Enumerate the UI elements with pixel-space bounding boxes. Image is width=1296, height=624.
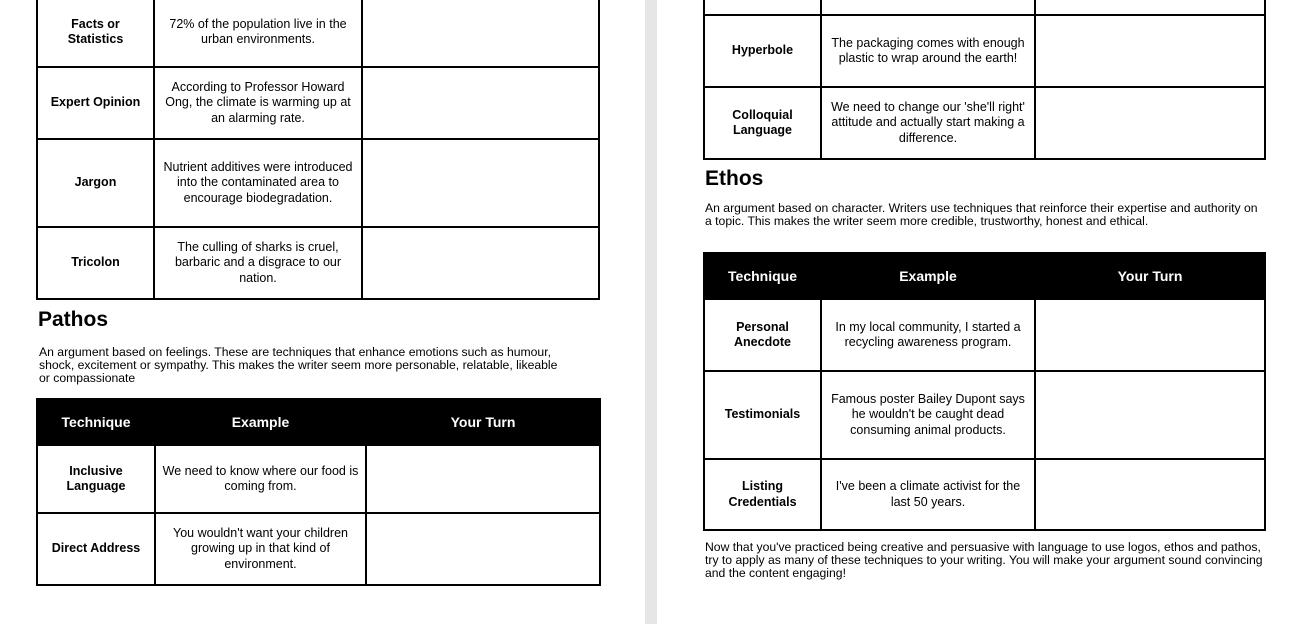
logos-table-continued <box>703 0 1266 160</box>
your-turn-cell[interactable] <box>1035 459 1265 530</box>
example-cell: You wouldn't want your children growing up in that kind of environment. <box>155 513 366 585</box>
column-header-technique: Technique <box>704 253 821 299</box>
worksheet-page-right <box>657 0 1296 624</box>
table-row <box>37 0 599 67</box>
table-row <box>37 445 600 513</box>
example-cell <box>821 0 1035 15</box>
technique-cell: Expert Opinion <box>37 67 154 139</box>
page-gutter <box>645 0 657 624</box>
technique-cell: Personal Anecdote <box>704 299 821 371</box>
technique-cell: Listing Credentials <box>704 459 821 530</box>
technique-cell: Testimonials <box>704 371 821 459</box>
example-cell: Famous poster Bailey Dupont says he wouldn't be caught dead consuming animal products. <box>821 371 1035 459</box>
pathos-description: An argument based on feelings. These are techniques that enhance emotions such as humour, shock, excitement or sympathy. This makes the writer seem more personable, relatable, likeable or compassionate <box>39 345 558 385</box>
table-row <box>37 227 599 299</box>
your-turn-cell[interactable] <box>1035 15 1265 87</box>
ethos-description: An argument based on character. Writers use techniques that reinforce their expertise and authority on a topic. This makes the writer seem more credible, trustworthy, honest and ethical. <box>705 201 1258 228</box>
table-row <box>704 87 1265 159</box>
example-cell: We need to know where our food is coming from. <box>155 445 366 513</box>
example-cell: In my local community, I started a recycling awareness program. <box>821 299 1035 371</box>
column-header-technique: Technique <box>37 399 155 445</box>
column-header-example: Example <box>821 253 1035 299</box>
your-turn-cell[interactable] <box>366 513 600 585</box>
example-cell: We need to change our 'she'll right' attitude and actually start making a difference. <box>821 87 1035 159</box>
technique-cell: Colloquial Language <box>704 87 821 159</box>
pathos-table <box>36 398 601 586</box>
table-row <box>37 139 599 227</box>
column-header-example: Example <box>155 399 366 445</box>
example-cell: Nutrient additives were introduced into the contaminated area to encourage biodegradation. <box>154 139 362 227</box>
conclusion-text: Now that you've practiced being creative and persuasive with language to use logos, ethos and pathos, try to apply as many of these techniques to your writing. You will make your argument sound convincing and the content engaging! <box>705 540 1263 580</box>
technique-cell <box>704 0 821 15</box>
table-row <box>704 371 1265 459</box>
your-turn-cell[interactable] <box>1035 0 1265 15</box>
example-cell: The packaging comes with enough plastic to wrap around the earth! <box>821 15 1035 87</box>
technique-cell: Hyperbole <box>704 15 821 87</box>
your-turn-cell[interactable] <box>362 0 599 67</box>
technique-cell: Jargon <box>37 139 154 227</box>
your-turn-cell[interactable] <box>362 139 599 227</box>
your-turn-cell[interactable] <box>1035 371 1265 459</box>
table-row <box>704 459 1265 530</box>
pathos-heading: Pathos <box>38 308 109 331</box>
example-cell: According to Professor Howard Ong, the climate is warming up at an alarming rate. <box>154 67 362 139</box>
table-row <box>37 513 600 585</box>
technique-cell: Facts or Statistics <box>37 0 154 67</box>
table-header-row <box>37 399 600 445</box>
technique-cell: Tricolon <box>37 227 154 299</box>
your-turn-cell[interactable] <box>362 227 599 299</box>
table-row <box>704 0 1265 15</box>
logos-table-continued <box>36 0 600 300</box>
table-header-row <box>704 253 1265 299</box>
column-header-your-turn: Your Turn <box>366 399 600 445</box>
table-row <box>704 299 1265 371</box>
your-turn-cell[interactable] <box>362 67 599 139</box>
table-row <box>704 15 1265 87</box>
example-cell: I've been a climate activist for the last 50 years. <box>821 459 1035 530</box>
column-header-your-turn: Your Turn <box>1035 253 1265 299</box>
worksheet-page-left <box>0 0 645 624</box>
your-turn-cell[interactable] <box>366 445 600 513</box>
technique-cell: Direct Address <box>37 513 155 585</box>
table-row <box>37 67 599 139</box>
example-cell: The culling of sharks is cruel, barbaric and a disgrace to our nation. <box>154 227 362 299</box>
your-turn-cell[interactable] <box>1035 299 1265 371</box>
ethos-table <box>703 252 1266 531</box>
your-turn-cell[interactable] <box>1035 87 1265 159</box>
technique-cell: Inclusive Language <box>37 445 155 513</box>
ethos-heading: Ethos <box>705 167 764 190</box>
example-cell: 72% of the population live in the urban environments. <box>154 0 362 67</box>
